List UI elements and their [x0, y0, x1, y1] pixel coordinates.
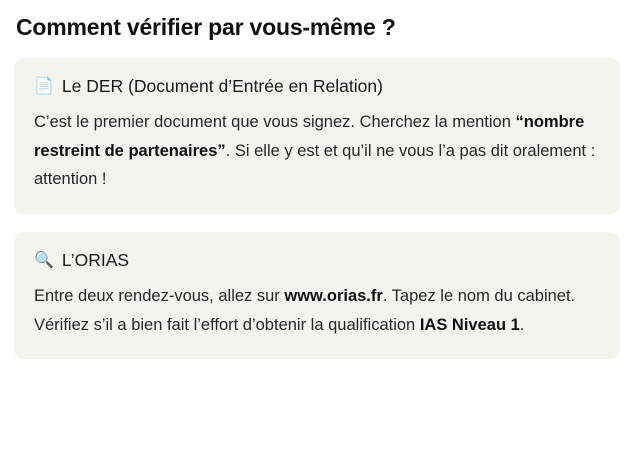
card-der-text-part2: . Si elle y est et qu’il ne vous l’a pas dit oralement : attention !	[34, 141, 596, 189]
card-orias	[14, 232, 620, 360]
card-orias-emphasis-level: IAS Niveau 1	[419, 315, 520, 334]
card-orias-title: L’ORIAS	[61, 249, 130, 270]
card-orias-header	[34, 250, 600, 272]
card-der	[14, 58, 620, 214]
card-orias-body	[34, 282, 600, 339]
card-der-header	[34, 76, 600, 98]
card-orias-text-part3: .	[519, 315, 525, 334]
card-orias-text-part2: . Tapez le nom du cabinet. Vérifiez s’il a bien fait l’effort d’obtenir la qualification	[34, 287, 576, 334]
card-der-text-part1: C’est le premier document que vous signez. Cherchez la mention	[34, 113, 516, 132]
card-orias-text-part1: Entre deux rendez-vous, allez sur	[34, 287, 285, 306]
card-der-emphasis: “nombre restreint de partenaires”	[34, 113, 585, 160]
card-der-body	[34, 108, 600, 193]
page-title: Comment vérifier par vous-même ?	[16, 14, 396, 40]
magnifier-icon: 🔍	[34, 251, 54, 269]
orias-website-link[interactable]: www.orias.fr	[284, 287, 383, 306]
document-icon: 📄	[34, 77, 54, 95]
card-der-title: Le DER (Document d’Entrée en Relation)	[61, 75, 383, 96]
